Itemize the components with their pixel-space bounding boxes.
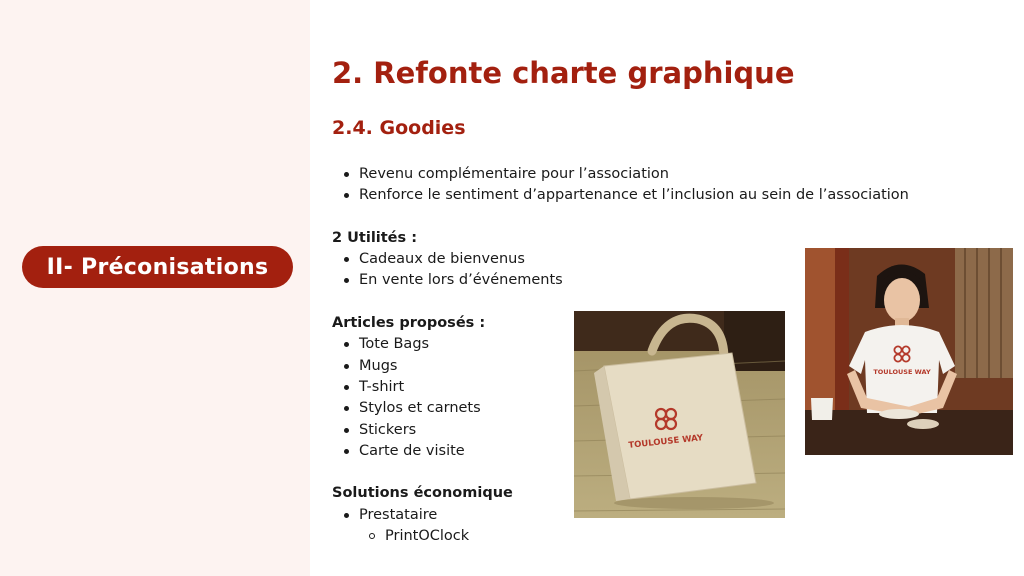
- list-item: Renforce le sentiment d’appartenance et l’inclusion au sein de l’association: [332, 185, 909, 206]
- tote-logo-text: TOULOUSE WAY: [627, 433, 704, 451]
- section-label-pill: [22, 246, 293, 288]
- list-item: Stickers: [332, 420, 909, 441]
- solutions-heading: Solutions économique: [332, 485, 513, 502]
- list-item: Mugs: [332, 356, 909, 377]
- list-item: Revenu complémentaire pour l’association: [332, 164, 909, 185]
- slide-title: 2. Refonte charte graphique: [332, 56, 795, 90]
- articles-heading: Articles proposés :: [332, 315, 486, 332]
- tshirt-illustration: [805, 248, 1013, 455]
- sidebar-panel: [0, 0, 310, 576]
- list-item: T-shirt: [332, 377, 909, 398]
- section-label: II- Préconisations: [46, 254, 269, 280]
- tshirt-photo: [805, 248, 1013, 455]
- list-item: Cadeaux de bienvenus: [332, 249, 909, 270]
- tote-bag-illustration: [574, 311, 785, 518]
- list-item: En vente lors d’événements: [332, 270, 909, 291]
- list-item: Tote Bags: [332, 334, 909, 355]
- tshirt-logo-text: TOULOUSE WAY: [873, 368, 931, 376]
- list-item: Prestataire: [332, 505, 909, 526]
- slide-subtitle: 2.4. Goodies: [332, 117, 466, 139]
- list-sub-item: PrintOClock: [332, 526, 909, 547]
- tote-bag-photo: [574, 311, 785, 518]
- utilites-heading: 2 Utilités :: [332, 229, 417, 246]
- intro-bullet-list: [332, 164, 909, 207]
- list-item: Stylos et carnets: [332, 398, 909, 419]
- list-item: Carte de visite: [332, 441, 909, 462]
